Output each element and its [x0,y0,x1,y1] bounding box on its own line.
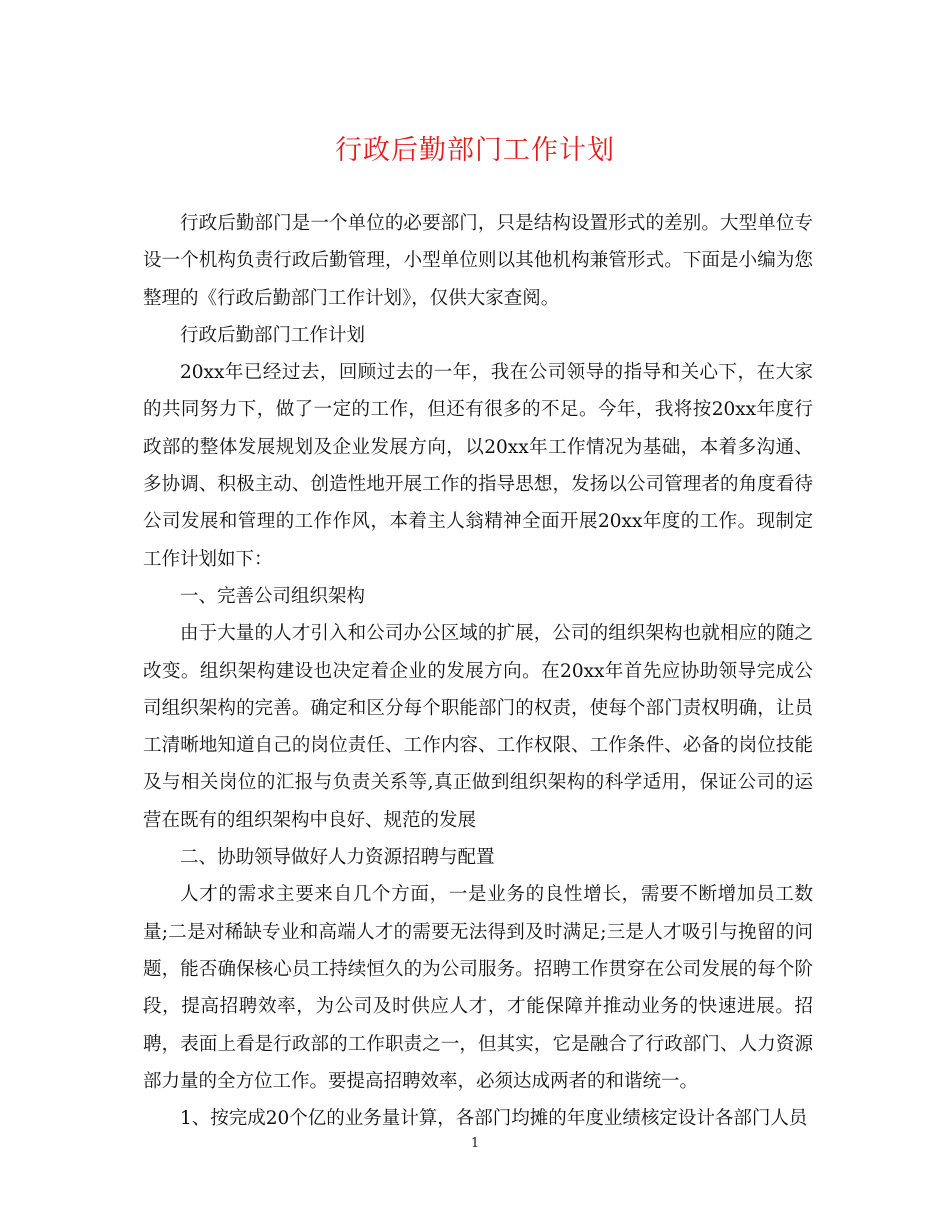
paragraph-item-1: 1、按完成20个亿的业务量计算，各部门均摊的年度业绩核定设计各部门人员 [180,1108,808,1130]
section-heading-1: 一、完善公司组织架构 [180,585,366,607]
section-heading-2: 二、协助领导做好人力资源招聘与配置 [180,847,495,869]
paragraph-recruitment: 人才的需求主要来自几个方面，一是业务的良性增长，需要不断增加员工数量;二是对稀缺专业和高端人才的需要无法得到及时满足;三是人才吸引与挽留的问题，能否确保核心员工持续恒久的为公司服务。招聘工作贯穿在公司发展的每个阶段，提高招聘效率，为公司及时供应人才，才能保障并推动业务的快速进展。招聘，表面上看是行政部的工作职责之一，但其实，它是融合了行政部门、人力资源部力量的全方位工作。要提高招聘效率，必须达成两者的和谐统一。 [143,884,813,1092]
paragraph-review: 20xx年已经过去，回顾过去的一年，我在公司领导的指导和关心下，在大家的共同努力下，做了一定的工作，但还有很多的不足。今年，我将按20xx年度行政部的整体发展规划及企业发展方向，以20xx年工作情况为基础，本着多沟通、多协调、积极主动、创造性地开展工作的指导思想，发扬以公司管理者的角度看待公司发展和管理的工作作风，本着主人翁精神全面开展20xx年度的工作。现制定工作计划如下： [143,362,813,570]
page-number: 1 [470,1136,480,1151]
paragraph-subtitle: 行政后勤部门工作计划 [180,324,366,346]
paragraph-intro: 行政后勤部门是一个单位的必要部门，只是结构设置形式的差别。大型单位专设一个机构负责行政后勤管理，小型单位则以其他机构兼管形式。下面是小编为您整理的《行政后勤部门工作计划》，仅供大家查阅。 [143,213,813,309]
paragraph-org-structure: 由于大量的人才引入和公司办公区域的扩展，公司的组织架构也就相应的随之改变。组织架构建设也决定着企业的发展方向。在20xx年首先应协助领导完成公司组织架构的完善。确定和区分每个职能部门的权责，使每个部门责权明确，让员工清晰地知道自己的岗位责任、工作内容、工作权限、工作条件、必备的岗位技能及与相关岗位的汇报与负责关系等,真正做到组织架构的科学适用，保证公司的运营在既有的组织架构中良好、规范的发展 [143,623,813,831]
document-title: 行政后勤部门工作计划 [335,135,615,166]
document-body [143,205,813,1137]
